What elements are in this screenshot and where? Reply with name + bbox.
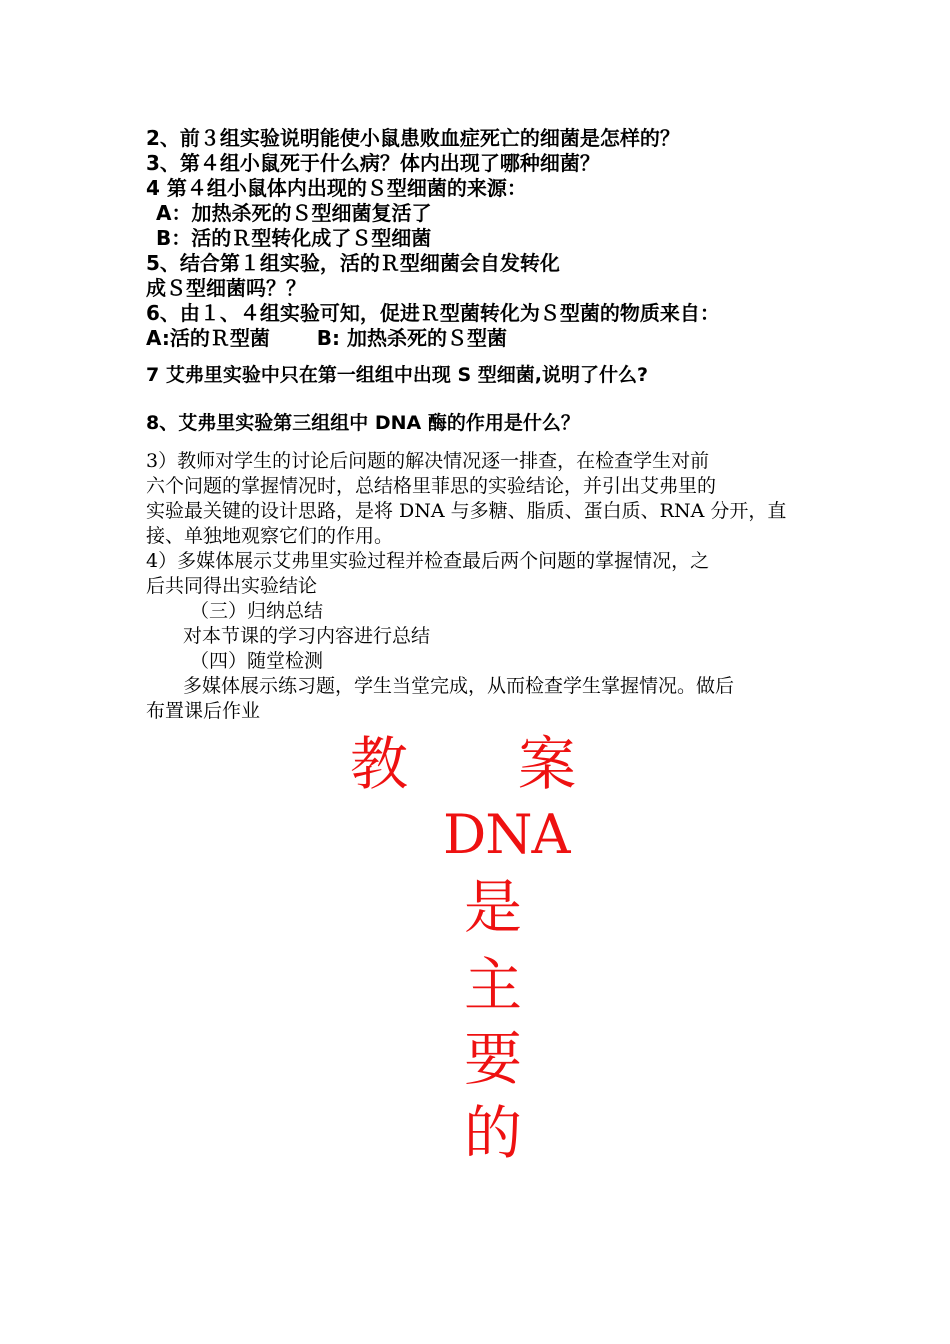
question-2: 2、前３组实验说明能使小鼠患败血症死亡的细菌是怎样的？ [146, 126, 680, 150]
question-5-line-2: 成Ｓ型细菌吗？？ [146, 276, 306, 300]
paragraph-3-line-4: 接、单独地观察它们的作用。 [146, 525, 394, 547]
test-line-2: 布置课后作业 [146, 700, 261, 722]
question-6: 6、由１、４组实验可知，促进Ｒ型菌转化为Ｓ型菌的物质来自： [146, 301, 720, 325]
title-char-an: 案 [518, 730, 577, 798]
test-line-1: 多媒体展示练习题，学生当堂完成，从而检查学生掌握情况。做后 [183, 675, 735, 697]
summary-heading: （三）归纳总结 [190, 600, 324, 622]
title-char-zhu: 主 [464, 951, 523, 1019]
paragraph-4-line-1: 4）多媒体展示艾弗里实验过程并检查最后两个问题的掌握情况，之 [146, 550, 710, 572]
test-heading: （四）随堂检测 [190, 650, 324, 672]
paragraph-3-line-3: 实验最关键的设计思路，是将 DNA 与多糖、脂质、蛋白质、RNA 分开，直 [146, 500, 787, 522]
question-5-line-1: 5、结合第１组实验，活的Ｒ型细菌会自发转化 [146, 251, 560, 275]
question-4: 4 第４组小鼠体内出现的Ｓ型细菌的来源： [146, 176, 527, 200]
question-8: 8、艾弗里实验第三组组中 DNA 酶的作用是什么？ [146, 412, 580, 434]
title-char-jiao: 教 [350, 730, 409, 798]
title-char-yao: 要 [464, 1025, 523, 1093]
title-char-de: 的 [464, 1099, 523, 1167]
paragraph-4-line-2: 后共同得出实验结论 [146, 575, 318, 597]
question-6-options: A:活的Ｒ型菌 B: 加热杀死的Ｓ型菌 [146, 326, 508, 350]
title-char-shi: 是 [464, 873, 523, 941]
paragraph-3-line-1: 3）教师对学生的讨论后问题的解决情况逐一排查，在检查学生对前 [146, 450, 710, 472]
title-dna: DNA [443, 803, 570, 866]
question-3: 3、第４组小鼠死于什么病？体内出现了哪种细菌？ [146, 151, 600, 175]
paragraph-3-line-2: 六个问题的掌握情况时，总结格里菲思的实验结论，并引出艾弗里的 [146, 475, 717, 497]
question-4-option-a: A：加热杀死的Ｓ型细菌复活了 [156, 201, 432, 225]
question-4-option-b: B：活的Ｒ型转化成了Ｓ型细菌 [156, 226, 432, 250]
summary-text: 对本节课的学习内容进行总结 [183, 625, 431, 647]
question-7: 7 艾弗里实验中只在第一组组中出现 S 型细菌,说明了什么? [146, 364, 648, 386]
